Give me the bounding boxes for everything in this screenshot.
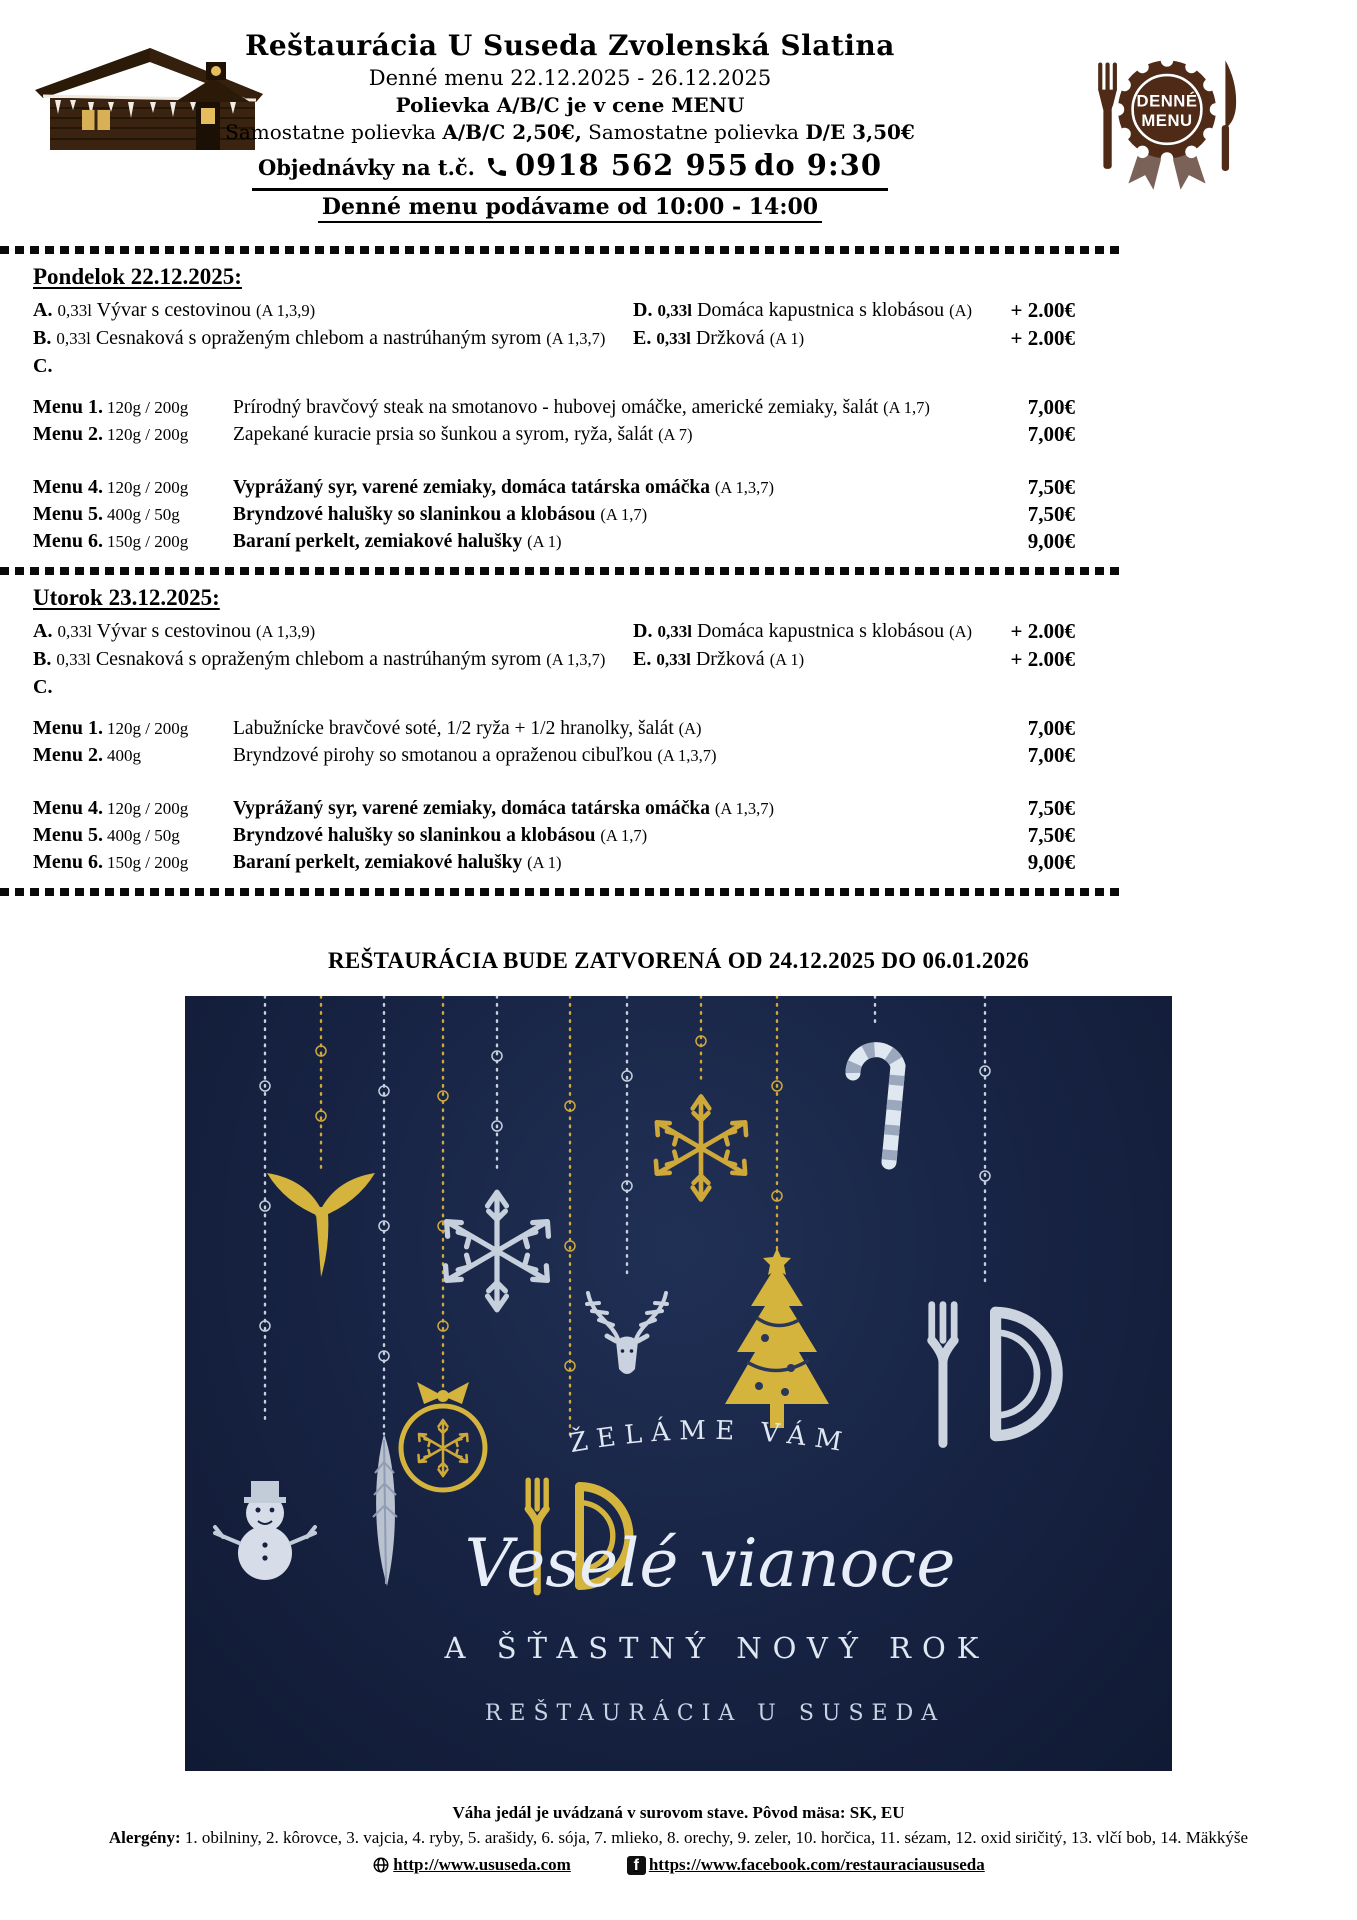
restaurant-title: Reštaurácia U Suseda Zvolenská Slatina xyxy=(245,29,895,62)
standalone-mid: Samostatne polievka xyxy=(581,120,806,144)
day-section-monday xyxy=(0,254,1357,567)
menu-price: 9,00€ xyxy=(1027,850,1075,874)
deer-ornament xyxy=(587,1293,667,1374)
christmas-tree-ornament xyxy=(725,1248,829,1428)
facebook-link[interactable]: f https://www.facebook.com/restauraciaususeda xyxy=(627,1855,985,1875)
weight-origin-note: Váha jedál je uvádzaná v surovom stave. Pôvod mäsa: SK, EU xyxy=(452,1803,905,1822)
soups-left-column xyxy=(33,296,633,380)
dotted-separator xyxy=(0,246,1122,254)
soups-right-column xyxy=(633,296,1075,380)
badge-text-line2: MENU xyxy=(1141,111,1193,131)
menu-row-5: Menu 5. 400g / 50g Bryndzové halušky so slaninkou a klobásou (A 1,7) 7,50€ xyxy=(33,823,1075,847)
dotted-separator xyxy=(0,567,1122,575)
soups-left-column xyxy=(33,617,633,701)
footer xyxy=(0,1801,1357,1875)
menus-block xyxy=(33,715,1075,876)
menu-price: 7,00€ xyxy=(1027,743,1075,767)
allergens-line xyxy=(0,1825,1357,1851)
phone-number[interactable]: 0918 562 955 xyxy=(515,148,749,182)
menu-price: 7,50€ xyxy=(1027,502,1075,526)
phone-icon xyxy=(485,155,509,179)
feather-ornament xyxy=(373,1434,397,1586)
menu-price: 7,50€ xyxy=(1027,796,1075,820)
day-heading: Utorok 23.12.2025: xyxy=(33,585,220,610)
standalone-abc-price: A/B/C 2,50€, xyxy=(442,120,582,144)
orders-row xyxy=(190,146,950,191)
orders-deadline: do 9:30 xyxy=(754,148,883,182)
soup-row-b: B. 0,33l Cesnaková s opraženým chlebom a nastrúhaným syrom (A 1,3,7) xyxy=(33,327,606,349)
menu-price: 7,50€ xyxy=(1027,823,1075,847)
holly-ornament xyxy=(267,1173,375,1277)
daily-menu-badge xyxy=(1088,50,1246,196)
christmas-card-art xyxy=(185,996,1172,1771)
facebook-icon: f xyxy=(627,1856,646,1875)
menu-price: 7,00€ xyxy=(1027,395,1075,419)
candy-cane-ornament xyxy=(853,1050,898,1162)
soup-row-c: C. xyxy=(33,676,53,698)
soup-row-c: C. xyxy=(33,355,53,377)
standalone-pre: Samostatne polievka xyxy=(225,120,443,144)
menus-block xyxy=(33,394,1075,555)
footer-links xyxy=(0,1855,1357,1875)
orders-label: Objednávky na t.č. xyxy=(257,155,475,180)
closed-notice: REŠTAURÁCIA BUDE ZATVORENÁ OD 24.12.2025 DO 06.01.2026 xyxy=(327,948,1030,973)
soup-row-e: E. 0,33l Držková (A 1) + 2.00€ xyxy=(633,647,1075,671)
header-text-block xyxy=(190,28,950,223)
menu-row-2: Menu 2. 400g Bryndzové pirohy so smotanou a opraženou cibuľkou (A 1,3,7) 7,00€ xyxy=(33,743,1075,767)
greeting-top-text: ŽELÁME VÁM xyxy=(567,1415,853,1460)
soup-price: + 2.00€ xyxy=(1010,298,1075,322)
silver-fork-plate-ornament xyxy=(932,1305,1057,1444)
card-restaurant-name: REŠTAURÁCIA U SUSEDA xyxy=(484,1701,946,1726)
soup-price: + 2.00€ xyxy=(1010,619,1075,643)
menu-row-4: Menu 4. 120g / 200g Vyprážaný syr, varené zemiaky, domáca tatárska omáčka (A 1,3,7) 7,50€ xyxy=(33,796,1075,820)
greeting-sub-text: A ŠŤASTNÝ NOVÝ ROK xyxy=(444,1631,990,1665)
allergens-label: Alergény: xyxy=(108,1828,181,1847)
menu-row-6: Menu 6. 150g / 200g Baraní perkelt, zemiakové halušky (A 1) 9,00€ xyxy=(33,850,1075,874)
standalone-de-price: D/E 3,50€ xyxy=(805,120,915,144)
menu-price: 7,00€ xyxy=(1027,422,1075,446)
knife-icon xyxy=(1222,60,1236,171)
soups-block xyxy=(33,296,1075,380)
serving-hours-row xyxy=(190,194,950,223)
menu-price: 7,50€ xyxy=(1027,475,1075,499)
badge-seal xyxy=(1112,54,1223,165)
bauble-ornament xyxy=(401,1382,485,1490)
christmas-card-image xyxy=(185,996,1172,1771)
globe-icon xyxy=(372,1856,390,1874)
menu-row-6: Menu 6. 150g / 200g Baraní perkelt, zemiakové halušky (A 1) 9,00€ xyxy=(33,529,1075,553)
fork-icon xyxy=(1098,63,1117,169)
serving-hours: Denné menu podávame od 10:00 - 14:00 xyxy=(318,194,822,223)
menu-price: 7,00€ xyxy=(1027,716,1075,740)
orders-line xyxy=(252,146,888,191)
day-section-tuesday xyxy=(0,575,1357,888)
greeting-main-text: Veselé vianoce xyxy=(464,1525,956,1602)
soup-row-a: A. 0,33l Vývar s cestovinou (A 1,3,9) xyxy=(33,299,316,321)
website-link[interactable]: http://www.ususeda.com xyxy=(372,1855,571,1875)
soups-block xyxy=(33,617,1075,701)
soup-row-d: D. 0,33l Domáca kapustnica s klobásou (A) + 2.00€ xyxy=(633,619,1075,643)
menu-row-5: Menu 5. 400g / 50g Bryndzové halušky so slaninkou a klobásou (A 1,7) 7,50€ xyxy=(33,502,1075,526)
header xyxy=(0,0,1357,246)
soup-row-d: D. 0,33l Domáca kapustnica s klobásou (A) + 2.00€ xyxy=(633,298,1075,322)
silver-snowflake-ornament xyxy=(446,1192,549,1310)
soup-price: + 2.00€ xyxy=(1010,647,1075,671)
soup-included-note: Polievka A/B/C je v cene MENU xyxy=(395,93,745,117)
menu-price: 9,00€ xyxy=(1027,529,1075,553)
menu-row-1: Menu 1. 120g / 200g Labužnícke bravčové soté, 1/2 ryža + 1/2 hranolky, šalát (A) 7,00€ xyxy=(33,716,1075,740)
gold-snowflake-ornament xyxy=(656,1096,746,1199)
soup-row-b: B. 0,33l Cesnaková s opraženým chlebom a nastrúhaným syrom (A 1,3,7) xyxy=(33,648,606,670)
soup-price: + 2.00€ xyxy=(1010,326,1075,350)
standalone-soup-note xyxy=(190,119,950,146)
menu-date-range: Denné menu 22.12.2025 - 26.12.2025 xyxy=(368,66,772,90)
allergens-list: 1. obilniny, 2. kôrovce, 3. vajcia, 4. ryby, 5. arašidy, 6. sója, 7. mlieko, 8. orechy, 9. zeler, 10. horčica, 11. sézam, 12. oxid siričitý, 13. vlčí bob, 14. Mäkkýše xyxy=(180,1828,1249,1847)
menu-row-4: Menu 4. 120g / 200g Vyprážaný syr, varené zemiaky, domáca tatárska omáčka (A 1,3,7) 7,50€ xyxy=(33,475,1075,499)
menu-row-1: Menu 1. 120g / 200g Prírodný bravčový steak na smotanovo - hubovej omáčke, americké zemiaky, šalát (A 1,7) 7,00€ xyxy=(33,395,1075,419)
menu-row-2: Menu 2. 120g / 200g Zapekané kuracie prsia so šunkou a syrom, ryža, šalát (A 7) 7,00€ xyxy=(33,422,1075,446)
day-heading: Pondelok 22.12.2025: xyxy=(33,264,242,289)
badge-text-line1: DENNÉ xyxy=(1136,91,1198,111)
snowman-ornament xyxy=(215,1481,315,1580)
soup-row-a: A. 0,33l Vývar s cestovinou (A 1,3,9) xyxy=(33,620,316,642)
dotted-separator xyxy=(0,888,1122,896)
soup-row-e: E. 0,33l Držková (A 1) + 2.00€ xyxy=(633,326,1075,350)
soups-right-column xyxy=(633,617,1075,701)
